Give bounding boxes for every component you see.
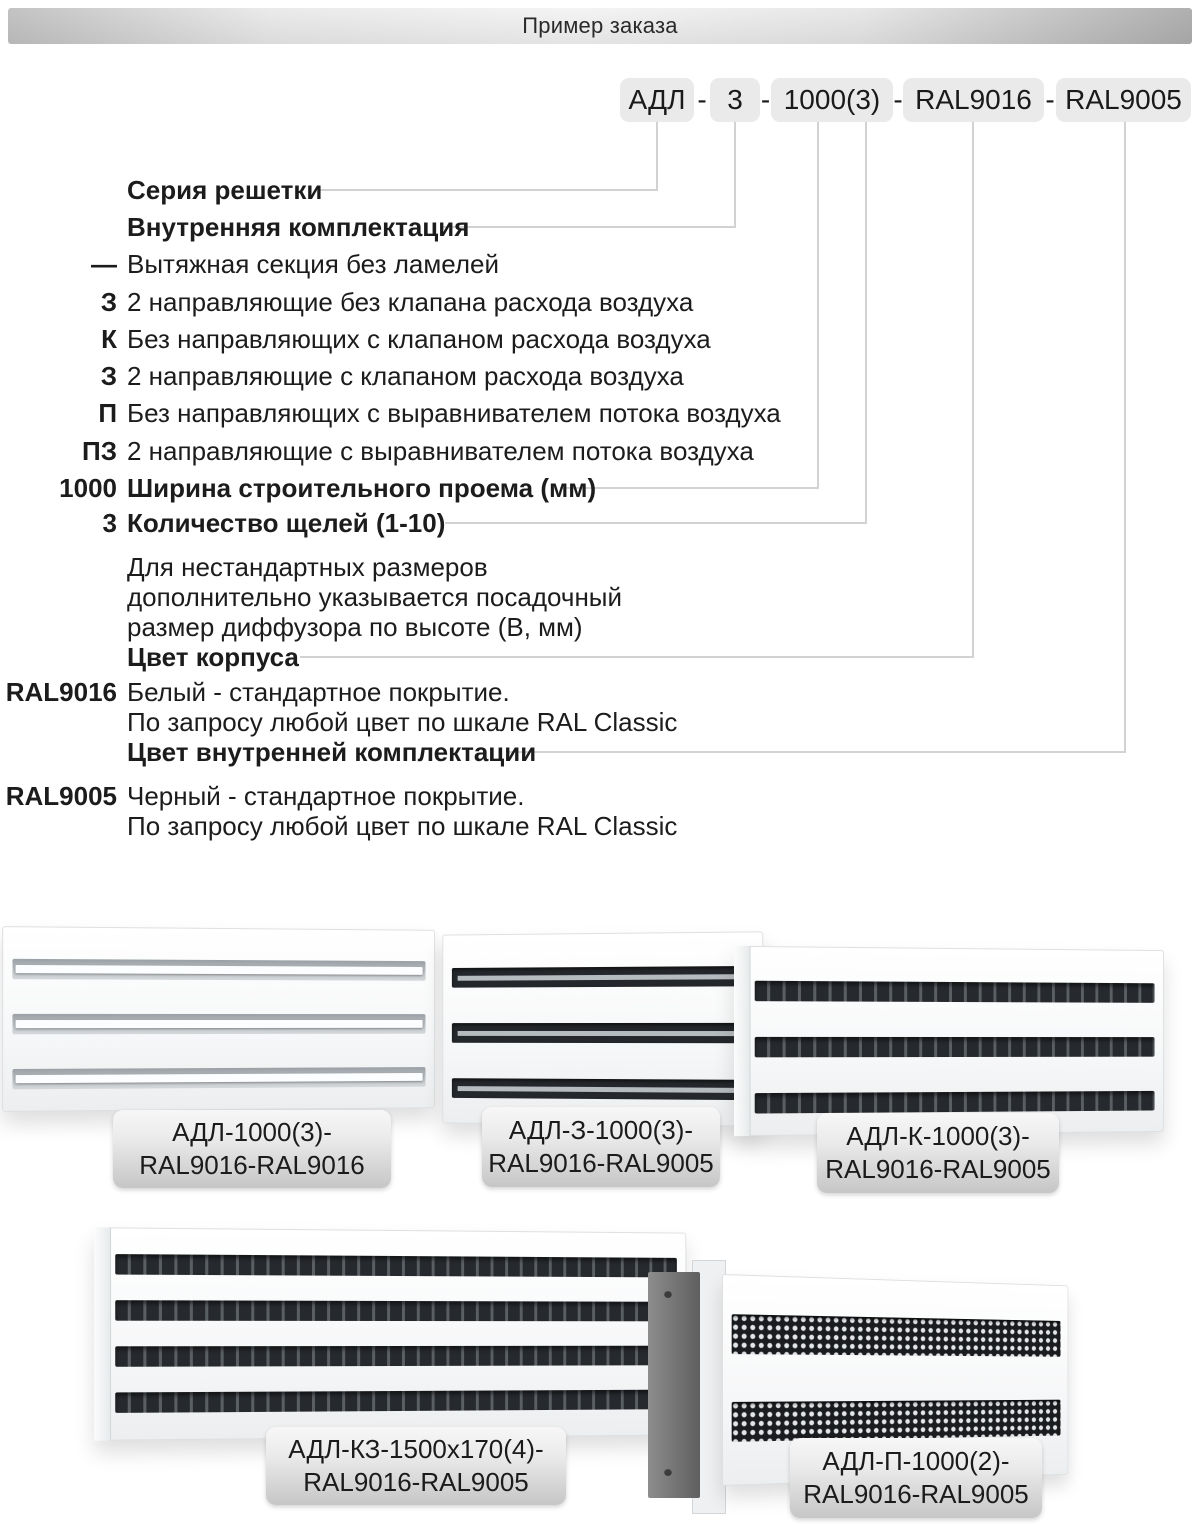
color-desc-line: Белый - стандартное покрытие. xyxy=(127,677,510,707)
option-text: Вытяжная секция без ламелей xyxy=(127,248,499,279)
label-line: АДЛ-1000(3)- xyxy=(172,1117,332,1147)
product-label xyxy=(482,1107,720,1187)
legend-option-row xyxy=(0,357,760,395)
code-box-series xyxy=(620,78,694,122)
option-code: П xyxy=(98,397,117,428)
connector-body-color-v xyxy=(972,122,974,658)
product-label xyxy=(790,1438,1042,1518)
dash-text: - xyxy=(760,84,771,115)
label-line: АДЛ-З-1000(3)- xyxy=(508,1115,694,1145)
option-text: 2 направляющие с клапаном расхода воздуха xyxy=(127,360,684,391)
option-text: Без направляющих с клапаном расхода воздуха xyxy=(127,323,711,354)
code-series-text: АДЛ xyxy=(628,84,686,115)
label-line: АДЛ-П-1000(2)- xyxy=(822,1446,1010,1476)
grille-slot xyxy=(452,1078,753,1100)
grille-slot xyxy=(12,959,425,981)
option-text: 2 направляющие с выравнивателем потока воздуха xyxy=(127,435,754,466)
option-code: ПЗ xyxy=(82,435,117,466)
width-code: 1000 xyxy=(59,472,117,503)
internal-color-code: RAL9005 xyxy=(5,781,117,811)
nonstandard-note xyxy=(127,552,622,642)
code-dash xyxy=(760,78,771,122)
grille-slot xyxy=(12,1014,425,1034)
code-box-config xyxy=(710,78,760,122)
connector-slots-v xyxy=(865,122,867,524)
grille-endcap xyxy=(94,1227,111,1441)
note-line: размер диффузора по высоте (В, мм) xyxy=(127,612,583,642)
product-grille-adl-1000-3 xyxy=(2,926,435,1112)
header-bar xyxy=(8,8,1192,44)
code-dash xyxy=(893,78,903,122)
label-line: RAL9016-RAL9005 xyxy=(825,1154,1051,1184)
grille-lamella xyxy=(16,1073,423,1083)
grille-lamella xyxy=(16,1020,423,1028)
legend-option-row xyxy=(0,432,760,470)
grille-lamella xyxy=(458,1031,747,1036)
internal-color-label: Цвет внутренней комплектации xyxy=(127,736,537,767)
label-line: RAL9016-RAL9005 xyxy=(803,1479,1029,1509)
legend-option-row xyxy=(0,394,781,432)
connector-width-v xyxy=(817,122,819,488)
grille-slot xyxy=(115,1390,677,1413)
option-code: З xyxy=(100,286,117,317)
slots-label: Количество щелей (1-10) xyxy=(127,507,446,538)
body-color-code: RAL9016 xyxy=(5,677,117,707)
dash-text: - xyxy=(1045,84,1055,115)
product-grille-adl-kz-1500x170 xyxy=(94,1227,686,1441)
dash-text: - xyxy=(697,84,707,115)
internal-config-label: Внутренняя комплектация xyxy=(127,211,470,242)
grille-lamella xyxy=(458,974,747,981)
dash-text: - xyxy=(893,84,903,115)
grille-slot xyxy=(755,1091,1155,1114)
option-text: 2 направляющие без клапана расхода воздуха xyxy=(127,286,694,317)
color-desc-line: По запросу любой цвет по шкале RAL Classic xyxy=(127,707,678,737)
grille-endcap xyxy=(734,946,751,1136)
code-dash xyxy=(694,78,710,122)
grille-slot xyxy=(732,1400,1061,1442)
legend-row-config xyxy=(0,208,760,246)
grille-slot xyxy=(12,1067,425,1089)
label-line: RAL9016-RAL9016 xyxy=(139,1150,365,1180)
legend-row-body-color xyxy=(0,638,760,676)
grille-lamella xyxy=(458,1086,747,1093)
code-dash xyxy=(1044,78,1056,122)
product-label xyxy=(113,1110,391,1188)
internal-color-desc xyxy=(127,781,677,841)
connector-internal-color-v xyxy=(1124,122,1126,753)
grille-slot xyxy=(115,1300,677,1321)
width-label: Ширина строительного проема (мм) xyxy=(127,472,597,503)
option-code: К xyxy=(101,323,117,354)
slots-code: 3 xyxy=(102,507,117,538)
screw-icon xyxy=(664,1290,672,1298)
grille-slot xyxy=(755,981,1155,1003)
legend-row-series xyxy=(0,171,760,209)
screw-icon xyxy=(664,1468,672,1476)
grille-slot xyxy=(732,1314,1061,1357)
code-size-text: 1000(3) xyxy=(783,84,881,115)
series-label: Серия решетки xyxy=(127,174,323,205)
code-box-body-color xyxy=(903,78,1044,122)
legend-option-row xyxy=(0,320,760,358)
note-line: дополнительно указывается посадочный xyxy=(127,582,623,612)
body-color-label: Цвет корпуса xyxy=(127,641,299,672)
legend-row-slots xyxy=(0,504,760,542)
option-text: Без направляющих с выравнивателем потока воздуха xyxy=(127,397,781,428)
legend-option-row xyxy=(0,283,760,321)
option-code: — xyxy=(91,248,117,279)
code-config-text: 3 xyxy=(727,84,743,115)
grille-slot xyxy=(115,1346,677,1367)
label-line: АДЛ-К-1000(3)- xyxy=(846,1121,1030,1151)
code-body-color-text: RAL9016 xyxy=(915,84,1032,115)
grille-slot xyxy=(452,966,753,988)
product-grille-adl-k-1000-3 xyxy=(734,946,1164,1136)
label-line: АДЛ-КЗ-1500х170(4)- xyxy=(288,1434,544,1464)
mounting-bracket xyxy=(648,1272,700,1498)
product-label xyxy=(817,1113,1059,1193)
product-label xyxy=(266,1427,566,1505)
color-desc-line: Черный - стандартное покрытие. xyxy=(127,781,525,811)
grille-slot xyxy=(115,1254,677,1277)
label-line: RAL9016-RAL9005 xyxy=(488,1148,714,1178)
color-desc-line: По запросу любой цвет по шкале RAL Classic xyxy=(127,811,678,841)
header-title: Пример заказа xyxy=(522,13,678,38)
product-grille-adl-z-1000-3 xyxy=(442,931,763,1126)
body-color-desc xyxy=(127,677,677,737)
grille-slot xyxy=(452,1023,753,1043)
legend-row-width xyxy=(0,469,760,507)
option-code: З xyxy=(100,360,117,391)
code-box-internal-color xyxy=(1056,78,1191,122)
legend-row-internal-color xyxy=(0,733,760,771)
legend-option-row xyxy=(0,245,760,283)
code-internal-color-text: RAL9005 xyxy=(1065,84,1182,115)
note-line: Для нестандартных размеров xyxy=(127,552,488,582)
label-line: RAL9016-RAL9005 xyxy=(303,1467,529,1497)
grille-slot xyxy=(755,1037,1155,1057)
grille-lamella xyxy=(16,965,423,975)
code-box-size xyxy=(771,78,893,122)
